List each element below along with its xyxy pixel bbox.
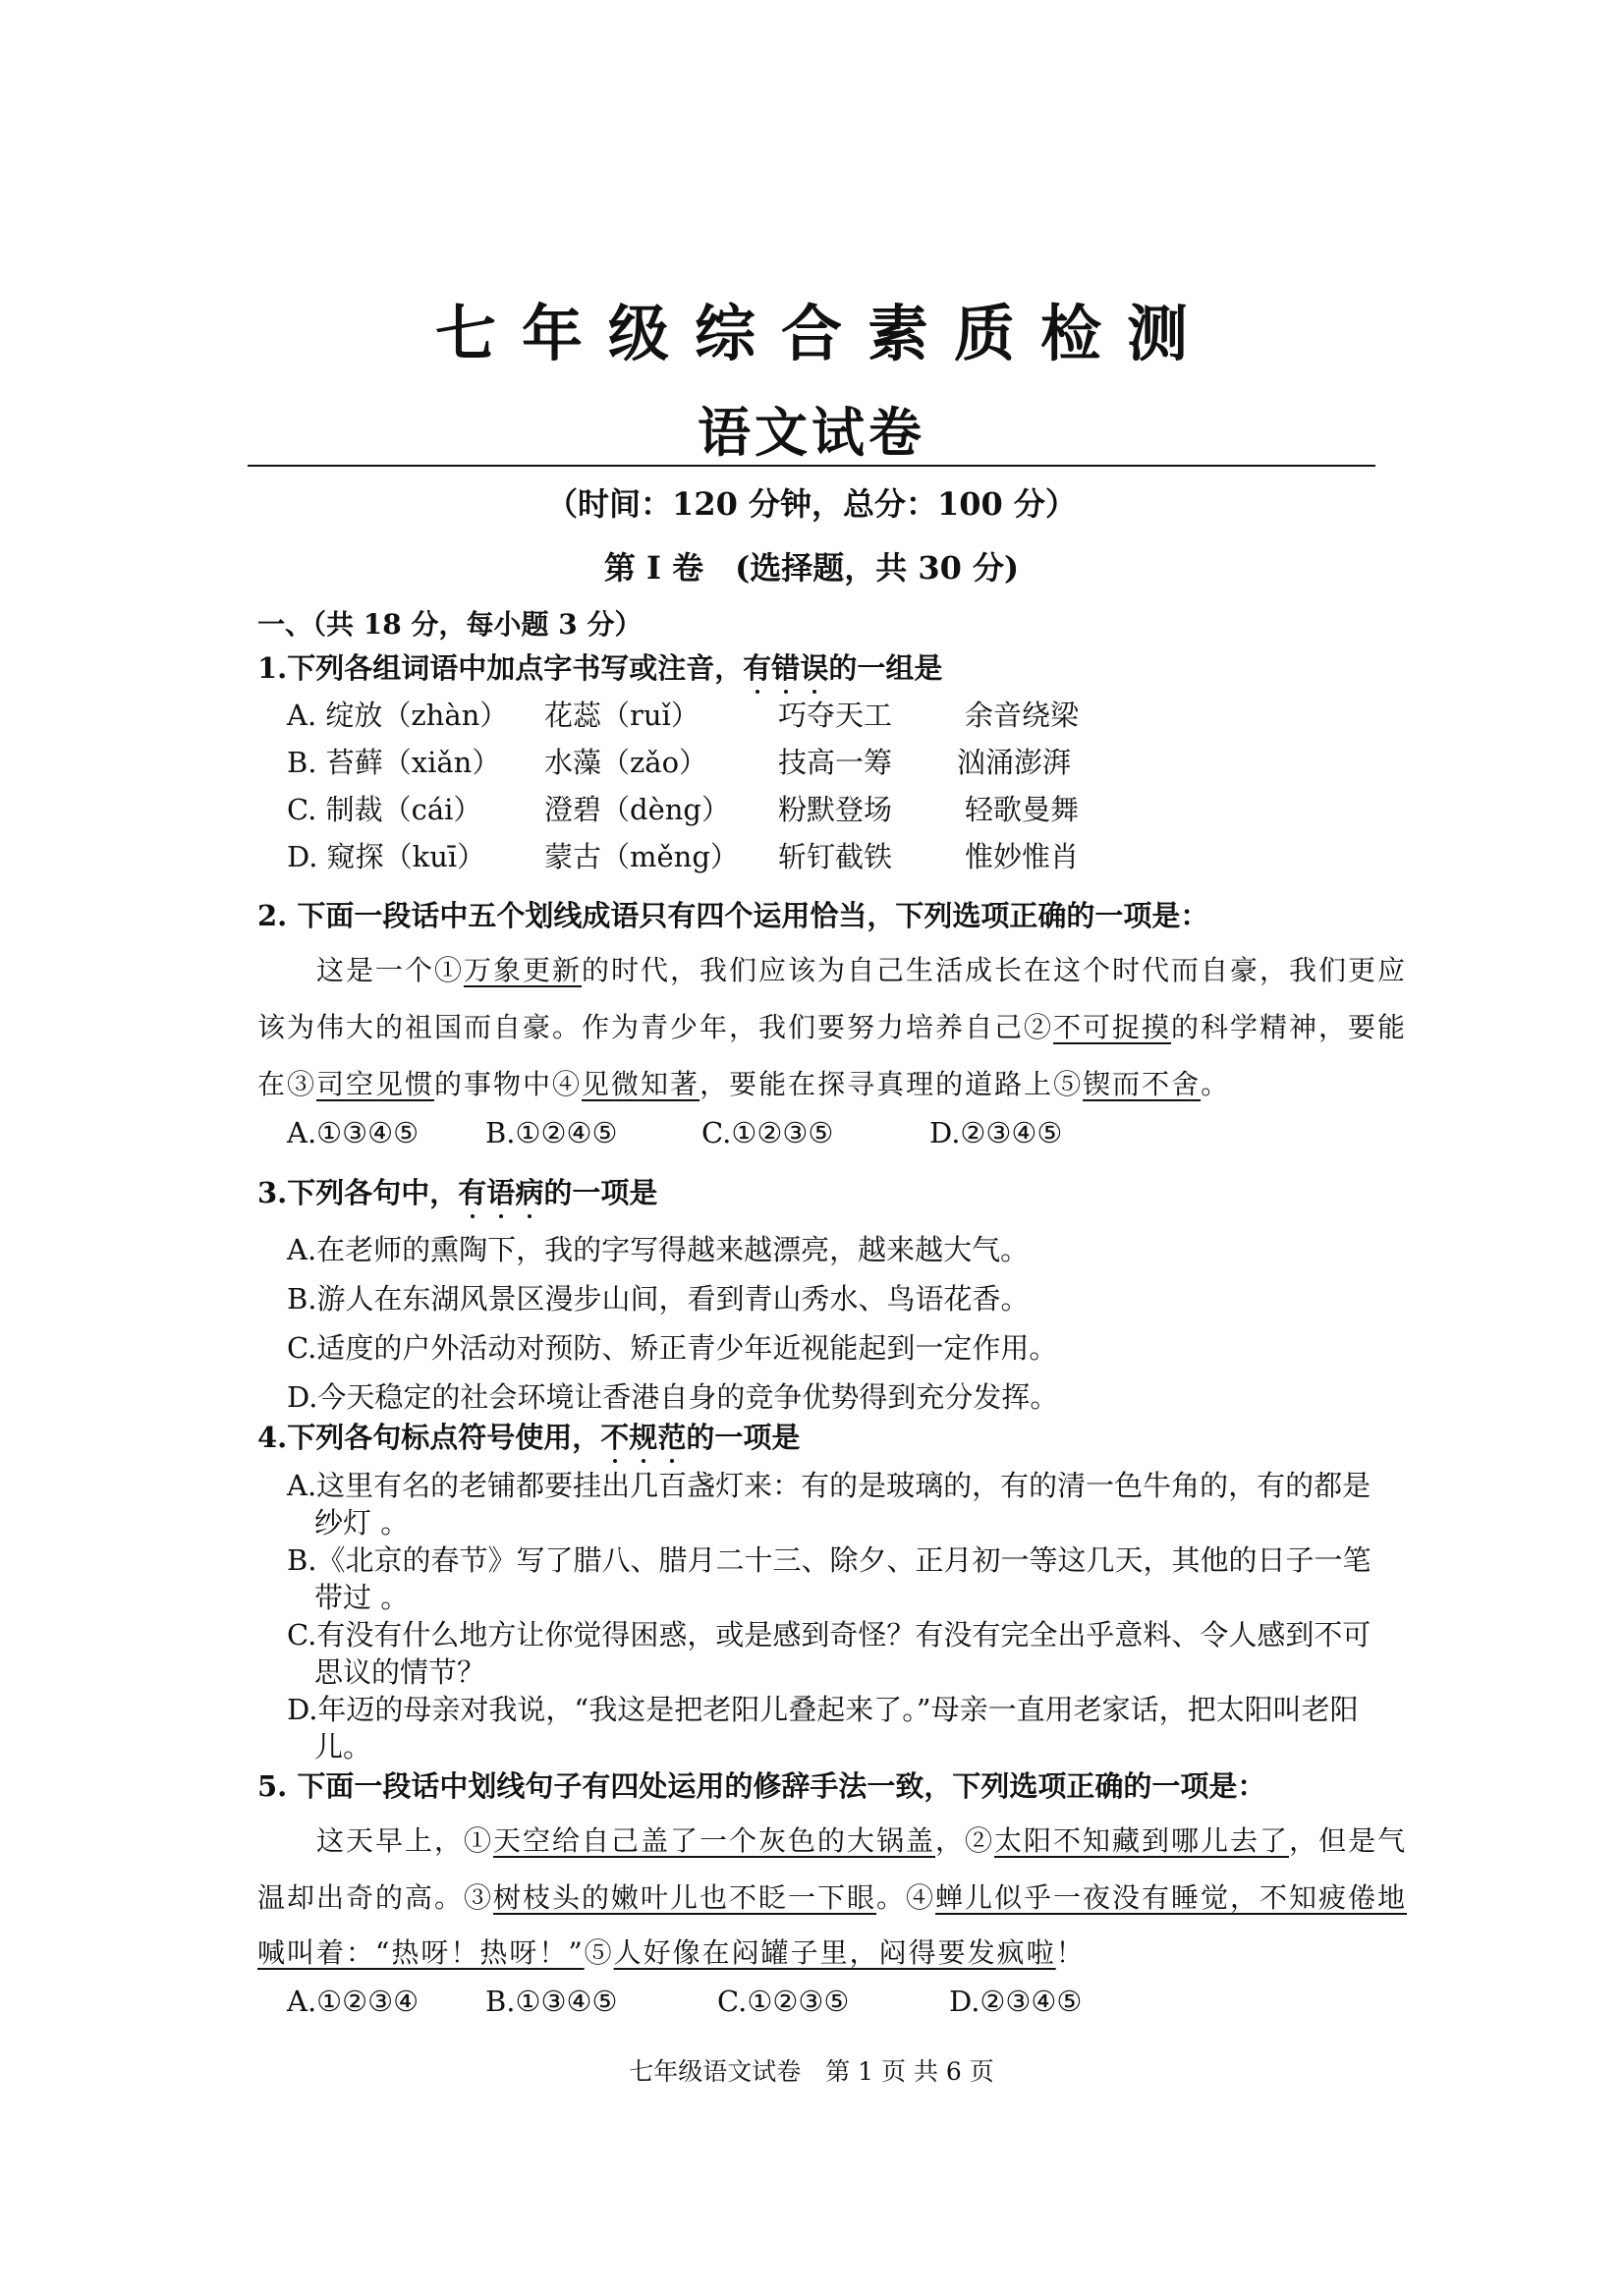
time-info: （时间：120 分钟，总分：100 分） xyxy=(546,485,1077,523)
question-4-stem: 4.下列各句标点符号使用，不规范的一项是 xyxy=(257,1421,801,1454)
question-2-options: A.①③④⑤ B.①②④⑤ C.①②③⑤ D.②③④⑤ xyxy=(287,1116,1063,1149)
question-2-passage-line-2: 该为伟大的祖国而自豪。作为青少年，我们要努力培养自己②不可捉摸的科学精神，要能 xyxy=(257,1011,1408,1043)
title-divider xyxy=(248,465,1375,467)
question-4-option-a-line-2: 纱灯 。 xyxy=(314,1506,410,1540)
question-2-passage-line-1: 这是一个①万象更新的时代，我们应该为自己生活成长在这个时代而自豪，我们更应 xyxy=(316,954,1408,986)
question-3-stem: 3.下列各句中，有语病的一项是 xyxy=(257,1176,658,1209)
question-4-option-b-line-1: B.《北京的春节》写了腊八、腊月二十三、除夕、正月初一等这几天，其他的日子一笔 xyxy=(287,1543,1371,1577)
question-5-passage-line-1: 这天早上，①天空给自己盖了一个灰色的大锅盖，②太阳不知藏到哪儿去了，但是气 xyxy=(316,1824,1408,1857)
question-2-passage-line-3: 在③司空见惯的事物中④见微知著，要能在探寻真理的道路上⑤锲而不舍。 xyxy=(257,1068,1231,1100)
question-1-option-d: D. 窥探（kuī） 蒙古（měng） 斩钉截铁 惟妙惟肖 xyxy=(287,840,1080,873)
question-5-stem: 5. 下面一段话中划线句子有四处运用的修辞手法一致，下列选项正确的一项是： xyxy=(257,1769,1266,1803)
emphasis-dot-char: 有 xyxy=(743,651,772,685)
question-5-passage-line-2: 温却出奇的高。③树枝头的嫩叶儿也不眨一下眼。④蝉儿似乎一夜没有睡觉，不知疲倦地 xyxy=(257,1881,1408,1914)
question-4-option-c-line-1: C.有没有什么地方让你觉得困惑，或是感到奇怪？有没有完全出乎意料、令人感到不可 xyxy=(287,1618,1371,1652)
page-footer: 七年级语文试卷 第 1 页 共 6 页 xyxy=(629,2057,994,2086)
dotted-emphasis xyxy=(600,1421,686,1454)
exam-title: 七年级综合素质检测 xyxy=(434,298,1213,369)
question-3-option-d: D.今天稳定的社会环境让香港自身的竞争优势得到充分发挥。 xyxy=(287,1380,1059,1414)
exam-subtitle: 语文试卷 xyxy=(698,401,925,464)
dotted-emphasis xyxy=(458,1176,543,1209)
question-1-option-a: A. 绽放（zhàn） 花蕊（ruǐ） 巧夺天工 余音绕梁 xyxy=(287,699,1080,732)
question-3-option-b: B.游人在东湖风景区漫步山间，看到青山秀水、鸟语花香。 xyxy=(287,1282,1030,1316)
question-4-option-a-line-1: A.这里有名的老铺都要挂出几百盏灯来：有的是玻璃的，有的清一色牛角的，有的都是 xyxy=(287,1469,1371,1502)
question-2-stem: 2. 下面一段话中五个划线成语只有四个运用恰当，下列选项正确的一项是： xyxy=(257,899,1209,932)
dotted-emphasis xyxy=(743,651,828,685)
question-4-option-b-line-2: 带过 。 xyxy=(314,1581,410,1614)
question-1-stem: 1.下列各组词语中加点字书写或注音，有错误的一组是 xyxy=(257,651,943,685)
question-1-option-b: B. 苔藓（xiǎn） 水藻（zǎo） 技高一筹 汹涌澎湃 xyxy=(287,746,1072,779)
emphasis-dot-char: 范 xyxy=(657,1421,687,1454)
question-4-option-c-line-2: 思议的情节？ xyxy=(314,1655,486,1689)
emphasis-dot-char: 错 xyxy=(771,651,801,685)
question-3-option-c: C.适度的户外活动对预防、矫正青少年近视能起到一定作用。 xyxy=(287,1331,1058,1365)
question-1-option-c: C. 制裁（cái） 澄碧（dèng） 粉默登场 轻歌曼舞 xyxy=(287,793,1080,826)
emphasis-dot-char: 规 xyxy=(629,1421,658,1454)
section-heading: 一、（共 18 分，每小题 3 分） xyxy=(257,608,643,641)
emphasis-dot-char: 语 xyxy=(486,1176,516,1209)
question-3-option-a: A.在老师的熏陶下，我的字写得越来越漂亮，越来越大气。 xyxy=(287,1233,1030,1266)
part-heading: 第 I 卷 (选择题，共 30 分) xyxy=(603,549,1020,587)
question-5-passage-line-3: 喊叫着：“热呀！热呀！”⑤人好像在闷罐子里，闷得要发疯啦！ xyxy=(257,1936,1086,1969)
emphasis-dot-char: 不 xyxy=(600,1421,630,1454)
emphasis-dot-char: 误 xyxy=(800,651,829,685)
question-5-options: A.①②③④ B.①③④⑤ C.①②③⑤ D.②③④⑤ xyxy=(287,1985,1083,2018)
emphasis-dot-char: 有 xyxy=(458,1176,487,1209)
question-4-option-d-line-2: 儿。 xyxy=(314,1730,372,1764)
question-4-option-d-line-1: D.年迈的母亲对我说，“我这是把老阳儿叠起来了。”母亲一直用老家话，把太阳叫老阳 xyxy=(287,1693,1359,1726)
emphasis-dot-char: 病 xyxy=(515,1176,544,1209)
